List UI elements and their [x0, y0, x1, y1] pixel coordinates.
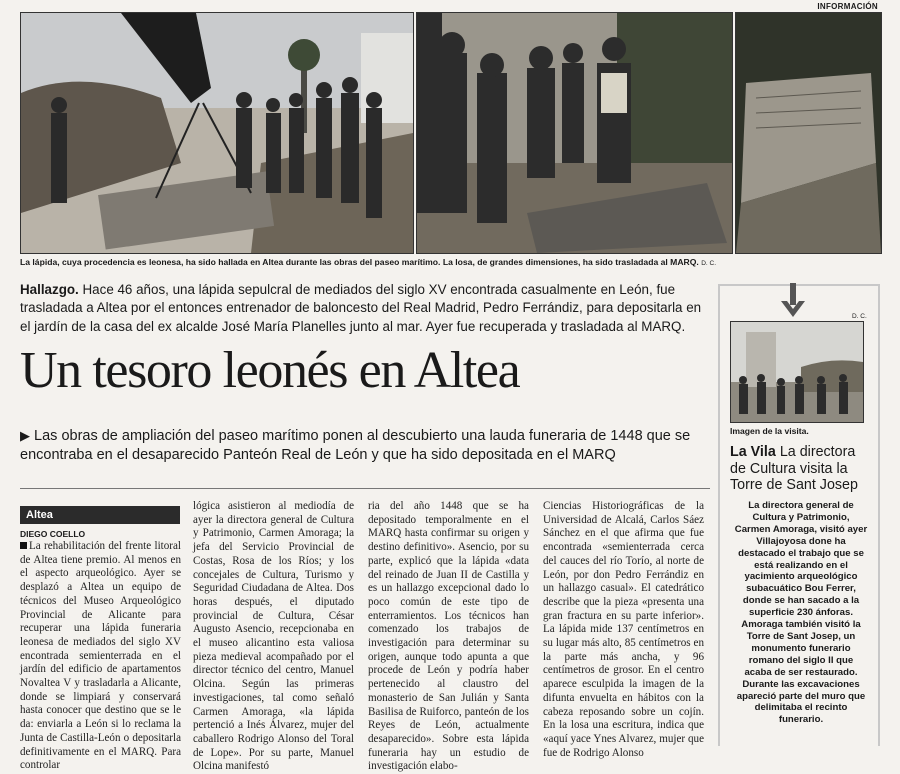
sidebar-photo-credit: D. C.	[852, 313, 867, 320]
subhead	[20, 426, 710, 465]
sidebar-photo-visit	[730, 321, 864, 423]
headline: Un tesoro leonés en Altea	[20, 342, 520, 399]
photo-slab-closeup	[735, 12, 882, 254]
article-column-2: lógica asistieron al mediodía de ayer la directora general de Cultura y Patrimonio, Carmen Amoraga; la jefa del Servicio Provincial de Costas, Rosa de los Ríos; y los concejales de Cultura, Turismo y Seguridad Ciudadana de Altea. Dos horas después, el diputado provincial de Cultura, César Augusto Asencio, recepcionaba en el museo alicantino esta valiosa pieza medieval acompañado por el director técnico del centro, Manuel Olcina. Según las primeras investigaciones, tal como señaló Carmen Amoraga, «la lápida pertenció a Inés Álvarez, mujer del caballero Rodrigo Alonso del Toral de Lope». Por su parte, Manuel Olcina manifestó	[193, 500, 354, 773]
paragraph-bullet-icon	[20, 542, 27, 549]
photo-officials-slab	[416, 12, 733, 254]
place-label: Altea	[20, 506, 180, 524]
photo-excavation-crane	[20, 12, 414, 254]
sidebar-photo-caption: Imagen de la visita.	[730, 426, 809, 436]
photo-caption-text: La lápida, cuya procedencia es leonesa, ha sido hallada en Altea durante las obras del paseo marítimo. La losa, de grandes dimensiones, ha sido trasladada al MARQ.	[20, 257, 699, 267]
photo-caption	[20, 256, 880, 270]
sidebar-headline-text: La directora de Cultura visita la Torre de Sant Josep	[730, 444, 858, 493]
column-1-text: La rehabilitación del frente litoral de Altea tiene premio. Al menos en el aspecto arqueológico. Ayer se desplazó a Altea un equipo de técnicos del Museo Arqueológico Provincial de Alicante para recuperar una lápida funeraria leonesa de mediados del siglo XV encontrada semienterrada en el jardín del edificio de apartamentos Novaltea V y trasladarla a Alicante, donde se limpiará y conservará hasta conocer que destino que se le da: enviarla a León si lo reclama la Junta de Castilla-León o depositarla definitivamente en el MARQ. Para controlar	[20, 540, 181, 772]
photo-credit: D. C.	[701, 260, 717, 267]
lead-kicker: Hallazgo.	[20, 282, 79, 297]
sidebar-headline	[730, 444, 870, 494]
sidebar-kicker: La Vila	[730, 444, 776, 460]
subhead-marker: ▶	[20, 428, 30, 443]
divider	[20, 488, 710, 489]
article-column-4: Ciencias Historiográficas de la Universidad de Alcalá, Carlos Sáez Sánchez en el que afirma que fue encontrada «semienterrada cerca del cauces del río Torío, al norte de León, por don Pedro Ferrándiz en un hallazgo casual». El catedrático describe que la pieza «presenta una gran fractura en su parte inferior». La lápida mide 137 centímetros en su lugar más alto, 85 centímetros en la parte más ancha, y 96 centímetros de grosor. En el centro aparece esculpida la imagen de la difunta envuelta en hábitos con la cabeza reposando sobre un cojín. En la losa una escritura, indica que «aquí yace Ynes Alvarez, mujer que fue de Rodrigo Alonso	[543, 500, 704, 759]
arrow-down-icon	[780, 283, 806, 319]
article-column-3: ria del año 1448 que se ha depositado temporalmente en el MARQ hasta confirmar su origen y destino definitivo». Asencio, por su parte, explicó que la lápida «data del reinado de Juan II de Castilla y es un hallazgo excepcional dado lo poco común de este tipo de enterramientos. Los técnicos han comenzado los trabajos de investigación para determinar su origen, aunque todo apunta a que procede de León y podría haber pertenecido al claustro del monasterio de San Julián y Santa Basilisa de Ruiforco, panteón de los Reyes de León, actualmente desaparecido». Sobre esta lápida funeraria hay un estudio de investigación elabo-	[368, 500, 529, 773]
section-tag: INFORMACIÓN	[817, 2, 878, 11]
article-column-1	[20, 540, 181, 772]
sidebar-body: La directora general de Cultura y Patrimonio, Carmen Amoraga, visitó ayer Villajoyosa done ha destacado el trabajo que se está realizando en el yacimiento arqueológico subacuático Bou Ferrer, donde se han sacado a la superficie 230 ánforas. Amoraga también visitó la Torre de Sant Josep, un monumento funerario romano del siglo II que acaba de ser restaurado. Durante las excavaciones apareció parte del muro que delimitaba el recinto funerario.	[734, 500, 868, 726]
byline: DIEGO COELLO	[20, 529, 86, 539]
lead-paragraph	[20, 281, 710, 336]
lead-text: Hace 46 años, una lápida sepulcral de mediados del siglo XV encontrada casualmente en León, fue trasladada a Altea por el entonces entrenador de baloncesto del Real Madrid, Pedro Ferrándiz, para depositarla en el jardín de la casa del ex alcalde José María Planelles junto al mar. Ayer fue recuperada y trasladada al MARQ.	[20, 282, 702, 334]
subhead-text: Las obras de ampliación del paseo marítimo ponen al descubierto una lauda funeraria de 1448 que se encontraba en el desaparecido Panteón Real de León y que ha sido depositada en el MARQ	[20, 428, 691, 463]
